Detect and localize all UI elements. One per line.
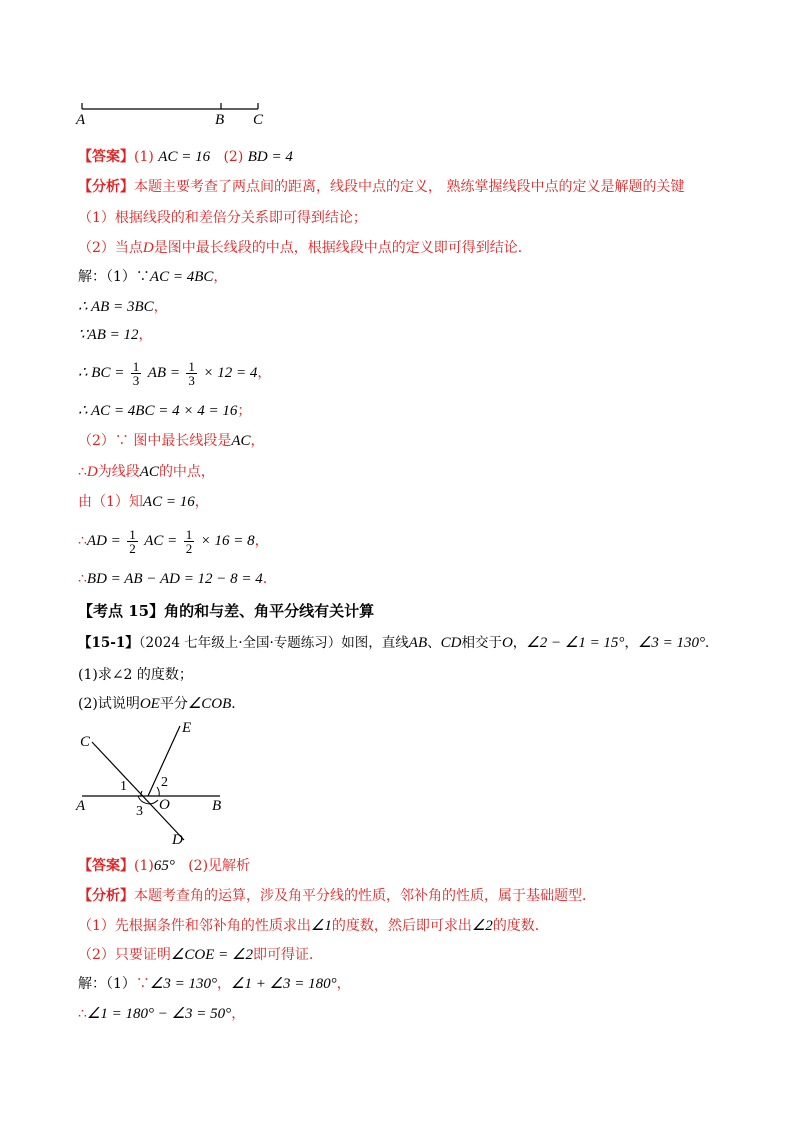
point-label-b: B [212, 798, 222, 814]
angle-figure [70, 718, 240, 848]
point-label-a: A [76, 798, 86, 814]
fraction-one-third: $\frac{1}{3}$ [188, 358, 195, 388]
question-part-1: (1)求∠2 的度数； [78, 667, 193, 683]
answer-1: 【答案】(1) AC = 16 (2) BD = 4 [78, 149, 293, 165]
solution-2-step-2: ∴∠1 = 180° − ∠3 = 50°， [78, 1006, 246, 1022]
analysis-1-line-2: （2）当点D是图中最长线段的中点，根据线段中点的定义即可得到结论． [78, 240, 532, 256]
solution-1-step-6: （2）∵ 图中最长线段是AC， [78, 433, 265, 449]
analysis-1: 【分析】本题主要考查了两点间的距离，线段中点的定义， 熟练掌握线段中点的定义是解题的关键 [78, 179, 685, 195]
solution-1-step-10: ∴BD = AB − AD = 12 − 8 = 4． [78, 571, 277, 587]
point-label-c: C [253, 112, 264, 128]
fraction-one-third: $\frac{1}{3}$ [132, 358, 140, 388]
solution-1-step-8: 由（1）知AC = 16， [78, 494, 209, 510]
solution-1-step-2: ∴ AB = 3BC， [78, 299, 168, 315]
section-heading: 【考点 15】角的和与差、角平分线有关计算 [78, 602, 375, 620]
solution-2-step-1: 解：（1）∵∠3 = 130°，∠1 + ∠3 = 180°， [78, 976, 351, 992]
solution-1-step-9: ∴AD = $\frac{1}{2}$ AC = $\frac{1}{2}$ × 16 = 8， [78, 526, 269, 556]
question-15-1: 【15-1】（2024 七年级上·全国·专题练习）如图，直线AB、CD相交于O，∠2 − ∠1 = 15°，∠3 = 130°． [78, 635, 719, 651]
solution-1-step-4: ∴ BC = $\frac{1}{3}$ AB = $\frac{1}{3}$ × 12 = 4， [78, 358, 272, 388]
solution-1-step-1: 解：（1）∵AC = 4BC， [78, 269, 228, 285]
answer-tag: 【答案】 [78, 149, 134, 165]
analysis-1-line-1: （1）根据线段的和差倍分关系即可得到结论； [78, 210, 367, 226]
solution-1-step-3: ∵AB = 12， [78, 327, 153, 343]
solution-1-step-5: ∴ AC = 4BC = 4 × 4 = 16； [78, 403, 252, 419]
point-label-b: B [215, 112, 225, 128]
analysis-2-line-1: （1）先根据条件和邻补角的性质求出∠1的度数，然后即可求出∠2的度数． [78, 918, 549, 934]
point-label-c: C [80, 734, 91, 750]
angle-label-3: 3 [136, 804, 143, 819]
point-label-a: A [76, 112, 86, 128]
point-label-e: E [182, 720, 192, 736]
point-label-o: O [159, 797, 170, 813]
analysis-2-line-2: （2）只要证明∠COE = ∠2即可得证． [78, 947, 323, 963]
point-label-d: D [172, 832, 183, 848]
segment-figure [70, 98, 270, 130]
angle-label-2: 2 [161, 775, 168, 790]
fraction-one-half: $\frac{1}{2}$ [129, 526, 136, 556]
solution-1-step-7: ∴D为线段AC的中点， [78, 464, 215, 480]
angle-label-1: 1 [120, 779, 127, 794]
analysis-2: 【分析】本题考查角的运算，涉及角平分线的性质，邻补角的性质，属于基础题型． [78, 888, 596, 904]
fraction-one-half: $\frac{1}{2}$ [185, 526, 193, 556]
answer-2: 【答案】(1)65° (2)见解析 [78, 858, 251, 874]
question-part-2: (2)试说明OE平分∠COB． [78, 696, 246, 712]
